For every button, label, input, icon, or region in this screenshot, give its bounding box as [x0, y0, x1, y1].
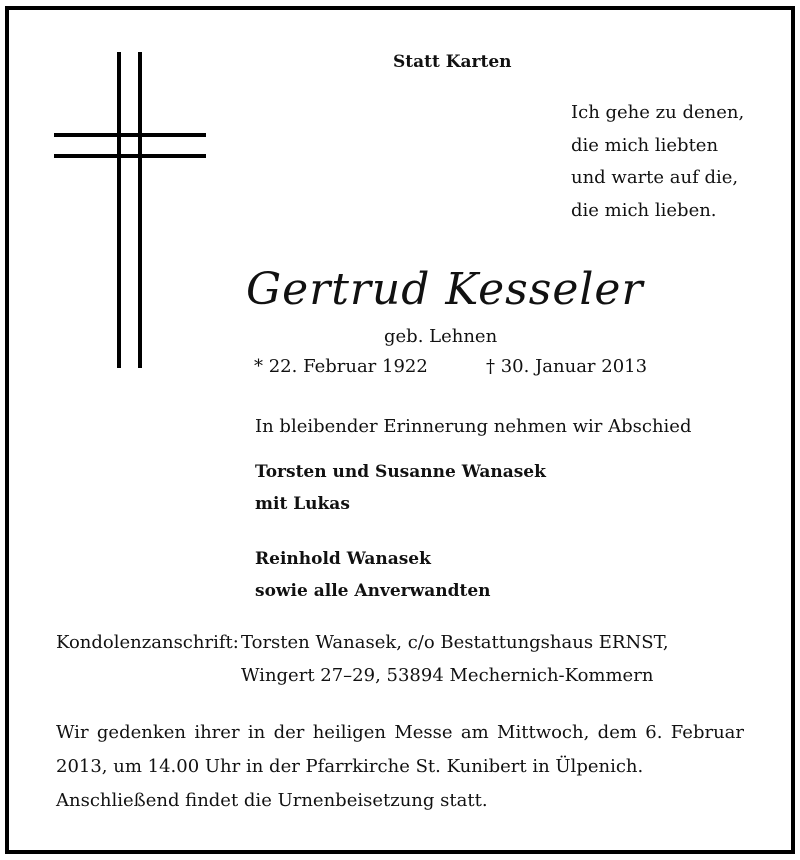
mass-line-3: Anschließend findet die Urnenbeisetzung statt.: [56, 790, 488, 811]
mourner-line: mit Lukas: [255, 494, 350, 514]
condolence-label: Kondolenzanschrift:: [56, 632, 239, 653]
mourner-line: sowie alle Anverwandten: [255, 581, 491, 601]
birth-name: geb. Lehnen: [384, 326, 498, 347]
condolence-address-line-1: Torsten Wanasek, c/o Bestattungshaus ERNST,: [241, 632, 669, 653]
deceased-name: Gertrud Kesseler: [246, 264, 644, 315]
condolence-address-line-2: Wingert 27–29, 53894 Mechernich-Kommern: [241, 665, 654, 686]
mass-line-1: Wir gedenken ihrer in der heiligen Messe am Mittwoch, dem 6. Februar: [56, 722, 744, 743]
farewell-text: In bleibender Erinnerung nehmen wir Abschied: [255, 416, 692, 437]
poem: [571, 97, 744, 227]
poem-line: und warte auf die,: [571, 167, 739, 188]
death-date: † 30. Januar 2013: [486, 356, 648, 377]
mourners-group-1: [255, 456, 546, 520]
poem-line: die mich liebten: [571, 134, 719, 156]
poem-line: die mich lieben.: [571, 199, 717, 221]
statt-karten-heading: Statt Karten: [393, 52, 512, 72]
cross-icon: [54, 52, 206, 368]
mass-line-2: 2013, um 14.00 Uhr in der Pfarrkirche St. Kunibert in Ülpenich.: [56, 756, 644, 777]
mourner-line: Torsten und Susanne Wanasek: [255, 462, 546, 482]
mourner-line: Reinhold Wanasek: [255, 549, 431, 569]
mourners-group-2: [255, 543, 491, 607]
poem-line: Ich gehe zu denen,: [571, 102, 745, 123]
birth-date: * 22. Februar 1922: [254, 356, 428, 377]
